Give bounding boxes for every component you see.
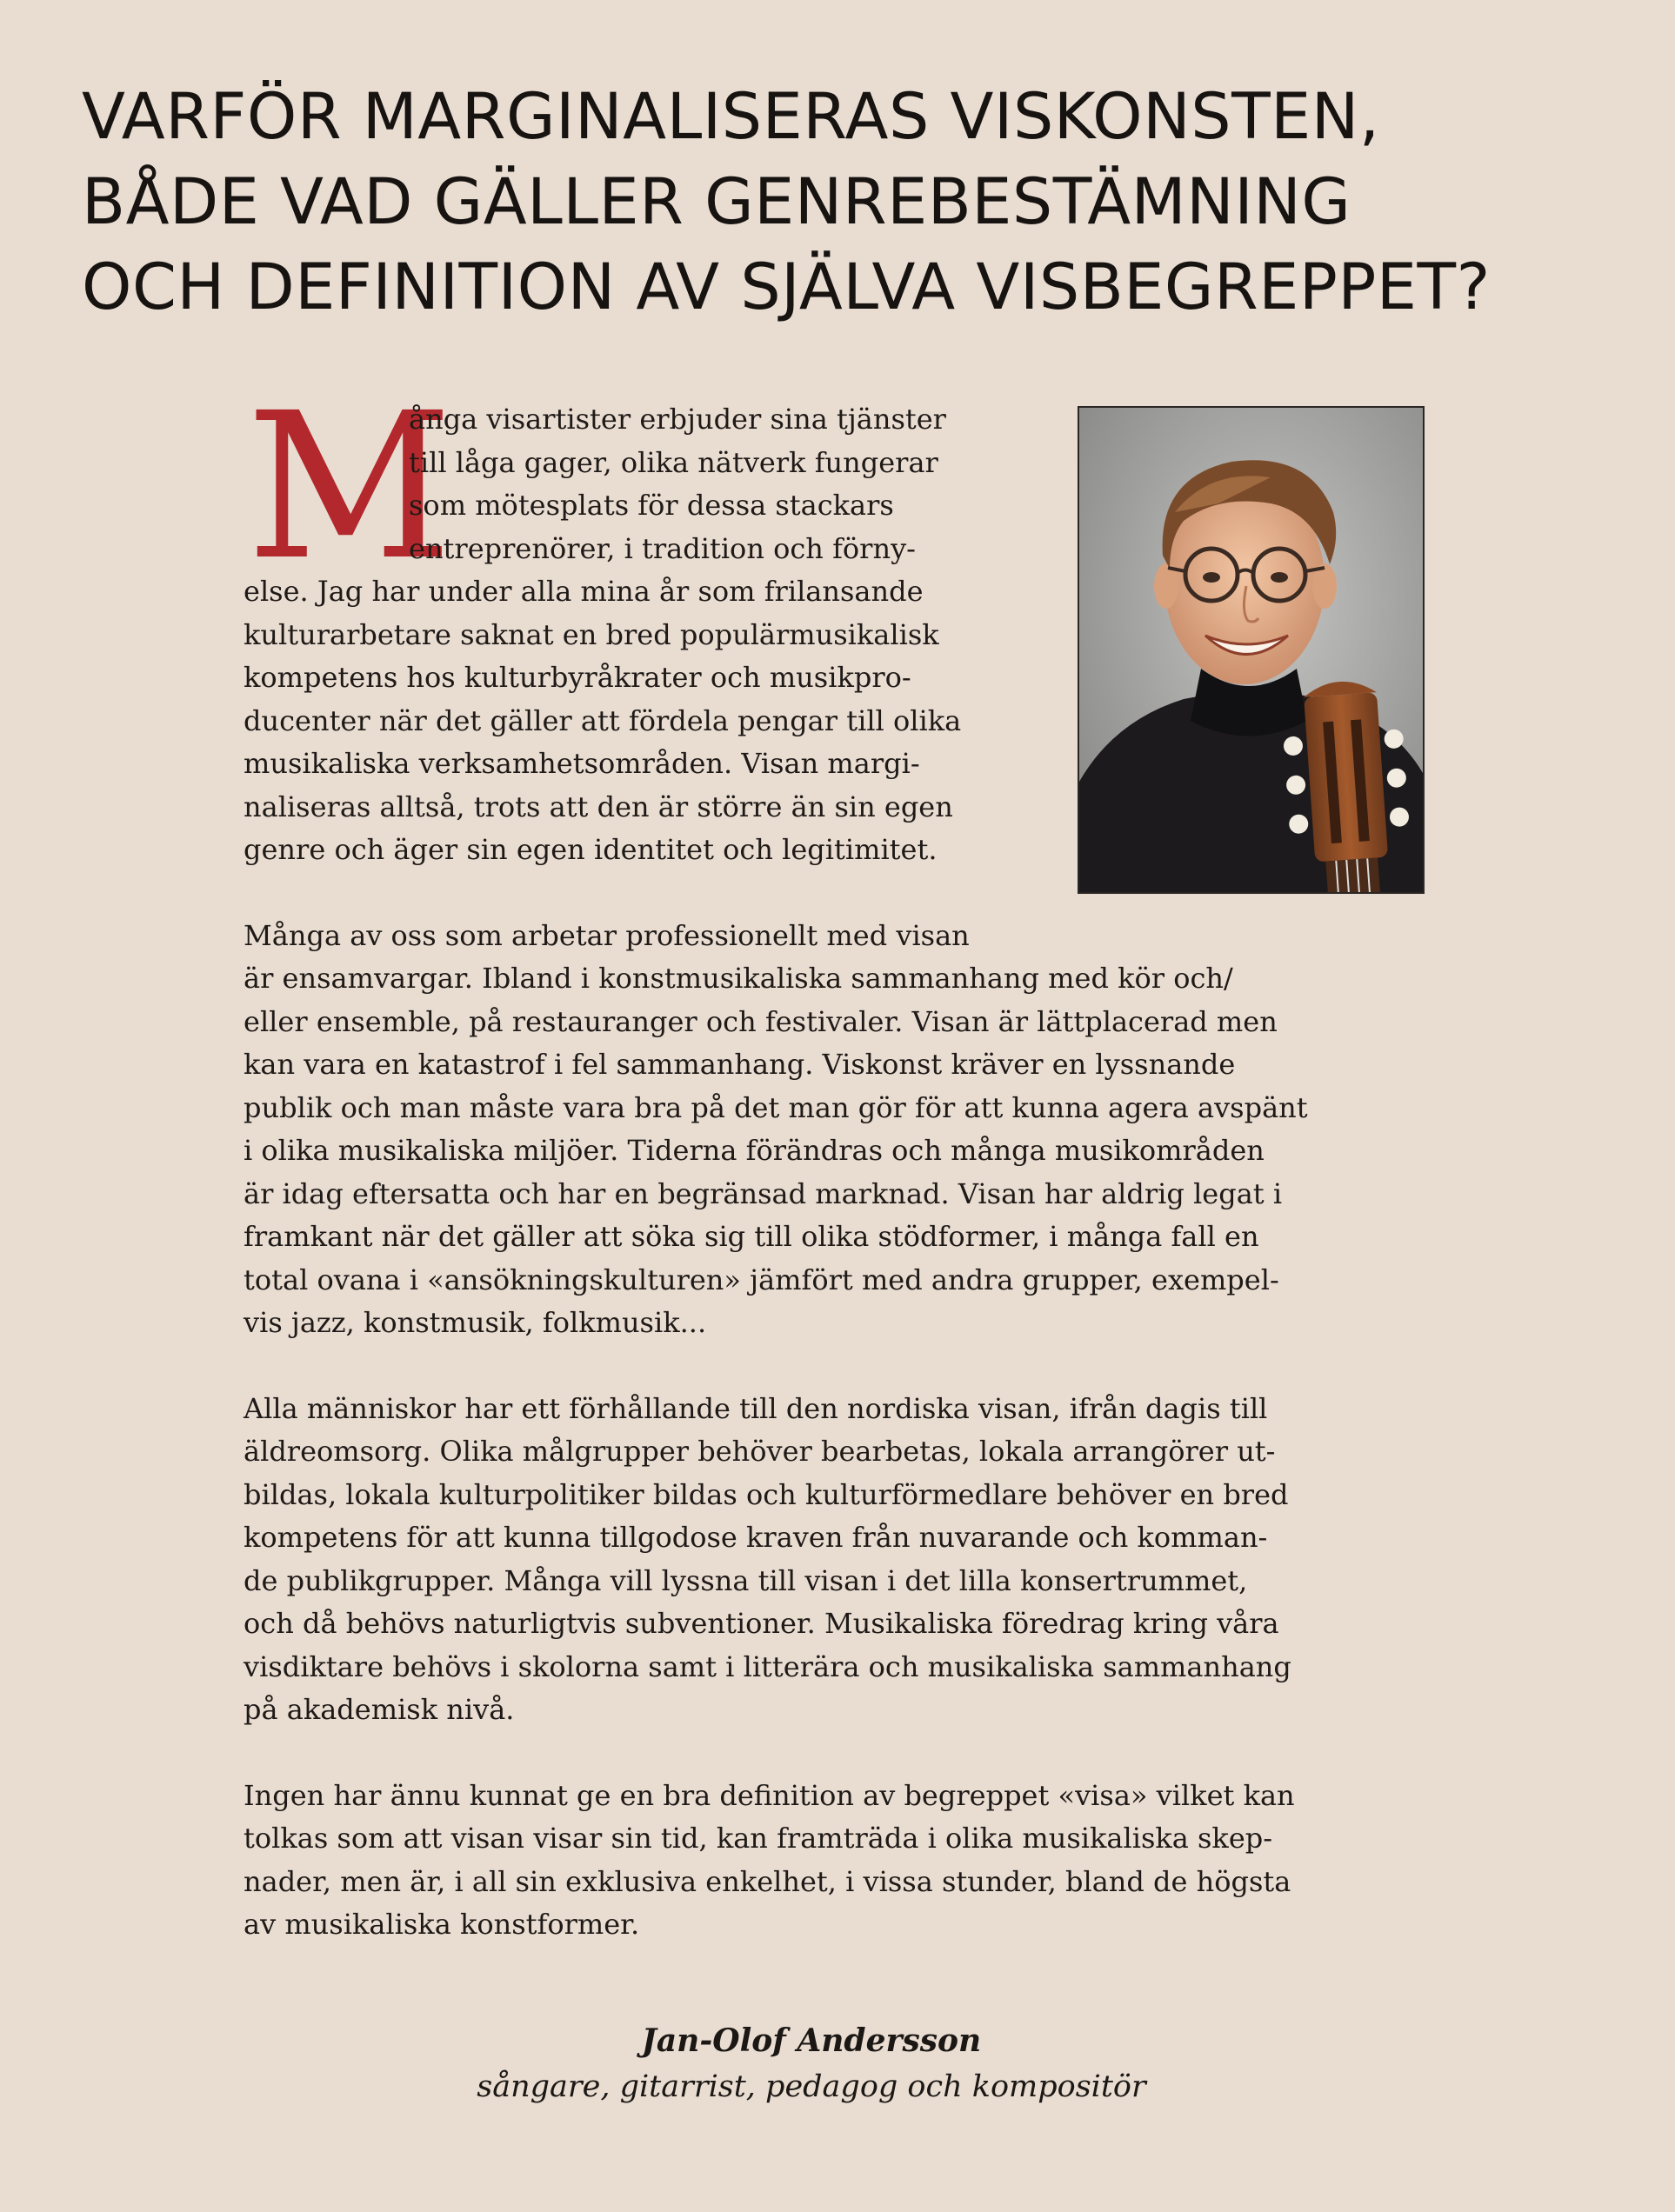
paragraph [244, 370, 1461, 872]
text-line: visdiktare behövs i skolorna samt i litterära och musikaliska sammanhang [244, 1649, 1291, 1683]
text-line: ducenter när det gäller att fördela pengar till olika [244, 703, 962, 737]
text-line: framkant när det gäller att söka sig till olika stödformer, i många fall en [244, 1220, 1259, 1253]
text-line: musikaliska verksamhetsområden. Visan margi- [244, 747, 920, 780]
text-line: äldreomsorg. Olika målgrupper behöver bearbetas, lokala arrangörer ut- [244, 1435, 1276, 1468]
text-line: på akademisk nivå. [244, 1693, 515, 1726]
text-line: och då behövs naturligtvis subventioner. Musikaliska föredrag kring våra [244, 1607, 1279, 1640]
text-line: naliseras alltså, trots att den är större än sin egen [244, 790, 953, 823]
text-line: är ensamvargar. Ibland i konstmusikaliska sammanhang med kör och/ [244, 962, 1233, 995]
text-line: Många av oss som arbetar professionellt med visan [244, 918, 970, 952]
text-line: i olika musikaliska miljöer. Tiderna förändras och många musikområden [244, 1134, 1265, 1167]
headline [82, 75, 1647, 330]
text-line: kompetens hos kulturbyråkrater och musikpro- [244, 661, 911, 694]
headline-line: OCH DEFINITION AV SJÄLVA VISBEGREPPET? [82, 250, 1491, 324]
text-line: till låga gager, olika nätverk fungerar [409, 445, 938, 479]
text-line: tolkas som att visan visar sin tid, kan framträda i olika musikaliska skep- [244, 1822, 1273, 1855]
text-line: kulturarbetare saknat en bred populärmusikalisk [244, 617, 939, 651]
author-role: sångare, gitarrist, pedagog och kompositör [477, 2069, 1146, 2104]
text-line: kan vara en katastrof i fel sammanhang. Viskonst kräver en lyssnande [244, 1048, 1236, 1081]
text-line: som mötesplats för dessa stackars [409, 489, 894, 522]
paragraph [244, 1388, 1461, 1732]
article-body [244, 370, 1461, 1947]
paragraph [244, 1775, 1461, 1947]
paragraph [244, 915, 1461, 1345]
text-line: bildas, lokala kulturpolitiker bildas och kulturförmedlare behöver en bred [244, 1477, 1289, 1511]
text-line: ånga visartister erbjuder sina tjänster [409, 403, 946, 436]
drop-cap: M [246, 370, 453, 604]
headline-line: BÅDE VAD GÄLLER GENREBESTÄMNING [82, 165, 1351, 239]
text-line: nader, men är, i all sin exklusiva enkelhet, i vissa stunder, bland de högsta [244, 1864, 1291, 1898]
author-name: Jan-Olof Andersson [641, 2022, 982, 2059]
text-line: av musikaliska konstformer. [244, 1908, 640, 1941]
text-line: är idag eftersatta och har en begränsad marknad. Visan har aldrig legat i [244, 1176, 1283, 1210]
text-line: kompetens för att kunna tillgodose kraven från nuvarande och komman- [244, 1521, 1268, 1554]
text-line: total ovana i «ansökningskulturen» jämfört med andra grupper, exempel- [244, 1263, 1279, 1296]
text-line: publik och man måste vara bra på det man gör för att kunna agera avspänt [244, 1090, 1308, 1124]
text-line: vis jazz, konstmusik, folkmusik... [244, 1306, 707, 1339]
headline-line: VARFÖR MARGINALISERAS VISKONSTEN, [82, 80, 1380, 154]
text-line: Ingen har ännu kunnat ge en bra definition av begreppet «visa» vilket kan [244, 1778, 1295, 1812]
text-line: entreprenörer, i tradition och förny- [409, 531, 916, 565]
text-line: eller ensemble, på restauranger och festivaler. Visan är lättplacerad men [244, 1004, 1278, 1038]
text-line: genre och äger sin egen identitet och legitimitet. [244, 833, 938, 866]
text-line: Alla människor har ett förhållande till den nordiska visan, ifrån dagis till [244, 1391, 1268, 1425]
text-line: else. Jag har under alla mina år som frilansande [244, 575, 924, 608]
text-line: de publikgrupper. Många vill lyssna till visan i det lilla konsertrummet, [244, 1563, 1248, 1597]
